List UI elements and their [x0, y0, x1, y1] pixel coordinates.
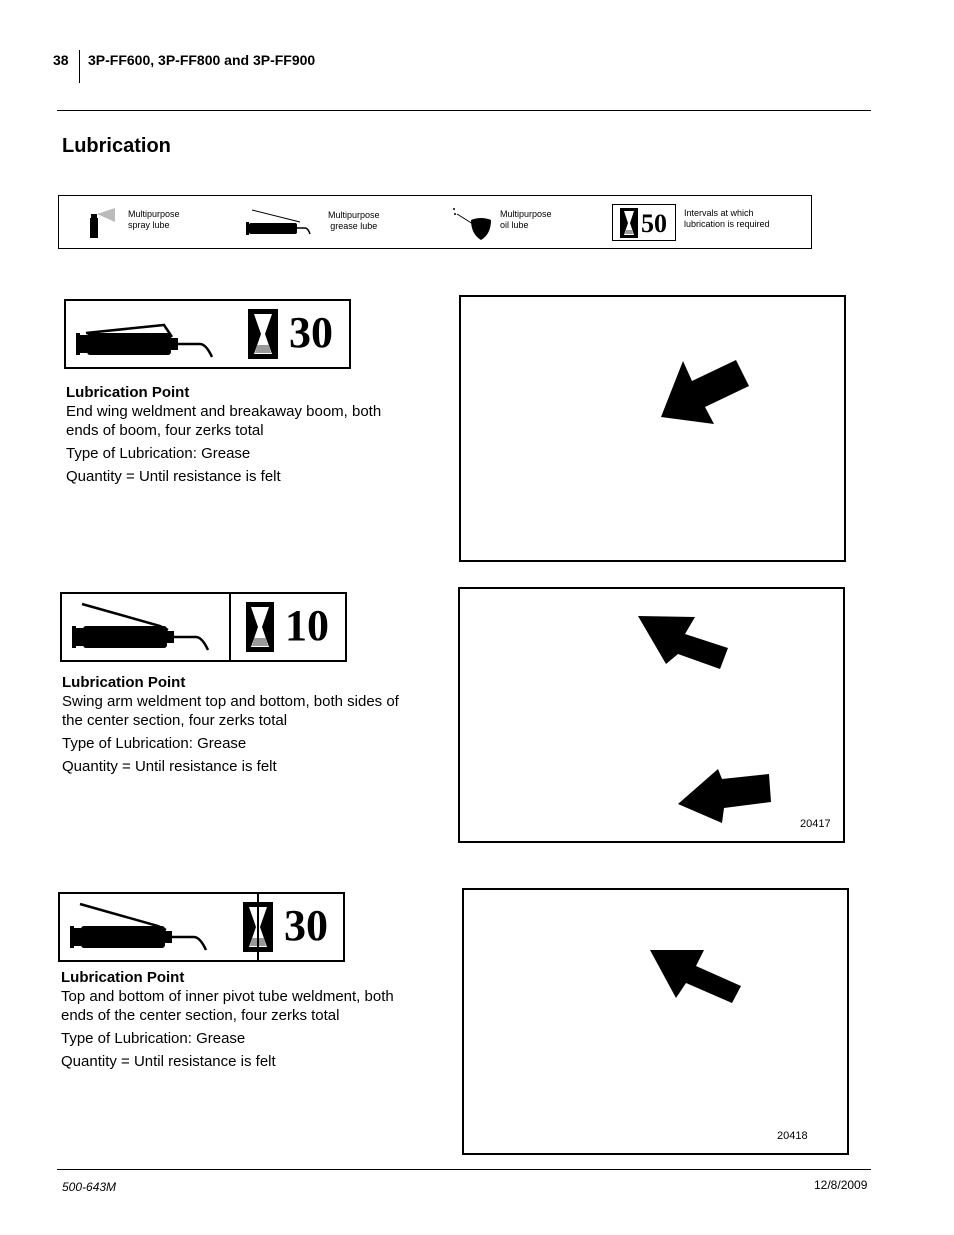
- document-number: 500-643M: [62, 1180, 117, 1194]
- interval-legend-box: [612, 204, 676, 241]
- interval-number: 30: [284, 901, 328, 950]
- page-title: 3P-FF600, 3P-FF800 and 3P-FF900: [88, 52, 316, 68]
- lube-point-location: Top and bottom of inner pivot tube weldment, both ends of the center section, four zerks total: [61, 988, 394, 1024]
- lube-point-heading: Lubrication Point: [62, 674, 186, 691]
- pointer-arrow: [464, 890, 847, 1153]
- lube-point-figure-2: [458, 587, 845, 843]
- lube-symbol-box-3: [58, 892, 345, 962]
- hourglass-icon: [246, 602, 274, 652]
- lube-point-description-1: [66, 383, 416, 486]
- lube-quantity: Quantity = Until resistance is felt: [62, 758, 277, 775]
- lube-quantity: Quantity = Until resistance is felt: [66, 468, 281, 485]
- lube-type: Type of Lubrication: Grease: [62, 735, 247, 752]
- lube-symbol-box-2: [60, 592, 347, 662]
- legend-oil-label: Multipurpose oil lube: [500, 209, 552, 230]
- legend-interval-number: 50: [641, 209, 667, 238]
- document-date: 12/8/2009: [814, 1178, 868, 1192]
- legend-spray-label: Multipurpose spray lube: [128, 209, 180, 230]
- figure-number: 20418: [777, 1130, 808, 1142]
- lube-quantity: Quantity = Until resistance is felt: [61, 1053, 276, 1070]
- grease-gun-icon: [66, 902, 216, 954]
- lube-point-location: End wing weldment and breakaway boom, both ends of boom, four zerks total: [66, 403, 382, 439]
- legend-grease-label: Multipurpose grease lube: [328, 210, 380, 231]
- header-rule: [57, 110, 871, 111]
- grease-gun-icon: [68, 602, 218, 654]
- oil-can-icon: [451, 204, 495, 242]
- legend-interval-label: Intervals at which lubrication is required: [684, 208, 770, 229]
- interval-number: 30: [289, 308, 333, 357]
- lube-point-heading: Lubrication Point: [61, 969, 185, 986]
- lube-point-location: Swing arm weldment top and bottom, both sides of the center section, four zerks total: [62, 693, 399, 729]
- lube-point-heading: Lubrication Point: [66, 384, 190, 401]
- lube-symbol-box-1: [64, 299, 351, 369]
- pointer-arrow: [461, 297, 844, 560]
- lube-point-description-2: [62, 673, 412, 776]
- lube-point-figure-1: [459, 295, 846, 562]
- grease-gun-icon: [242, 208, 322, 238]
- lubrication-legend: [58, 195, 812, 249]
- grease-gun-icon: [72, 309, 222, 361]
- lube-point-description-3: [61, 968, 411, 1071]
- lube-point-figure-3: [462, 888, 849, 1155]
- symbol-divider: [257, 894, 259, 960]
- lube-type: Type of Lubrication: Grease: [66, 445, 251, 462]
- figure-number: 20417: [800, 818, 831, 830]
- interval-number: 10: [285, 601, 329, 650]
- page-number: 38: [53, 52, 69, 68]
- spray-can-icon: [87, 206, 119, 240]
- footer-rule: [57, 1169, 871, 1170]
- pointer-arrows: [460, 589, 843, 841]
- header-divider: [79, 50, 80, 83]
- hourglass-icon: [248, 309, 278, 359]
- symbol-divider: [229, 594, 231, 660]
- section-title: Lubrication: [62, 135, 171, 157]
- hourglass-icon: [620, 208, 638, 238]
- lube-type: Type of Lubrication: Grease: [61, 1030, 246, 1047]
